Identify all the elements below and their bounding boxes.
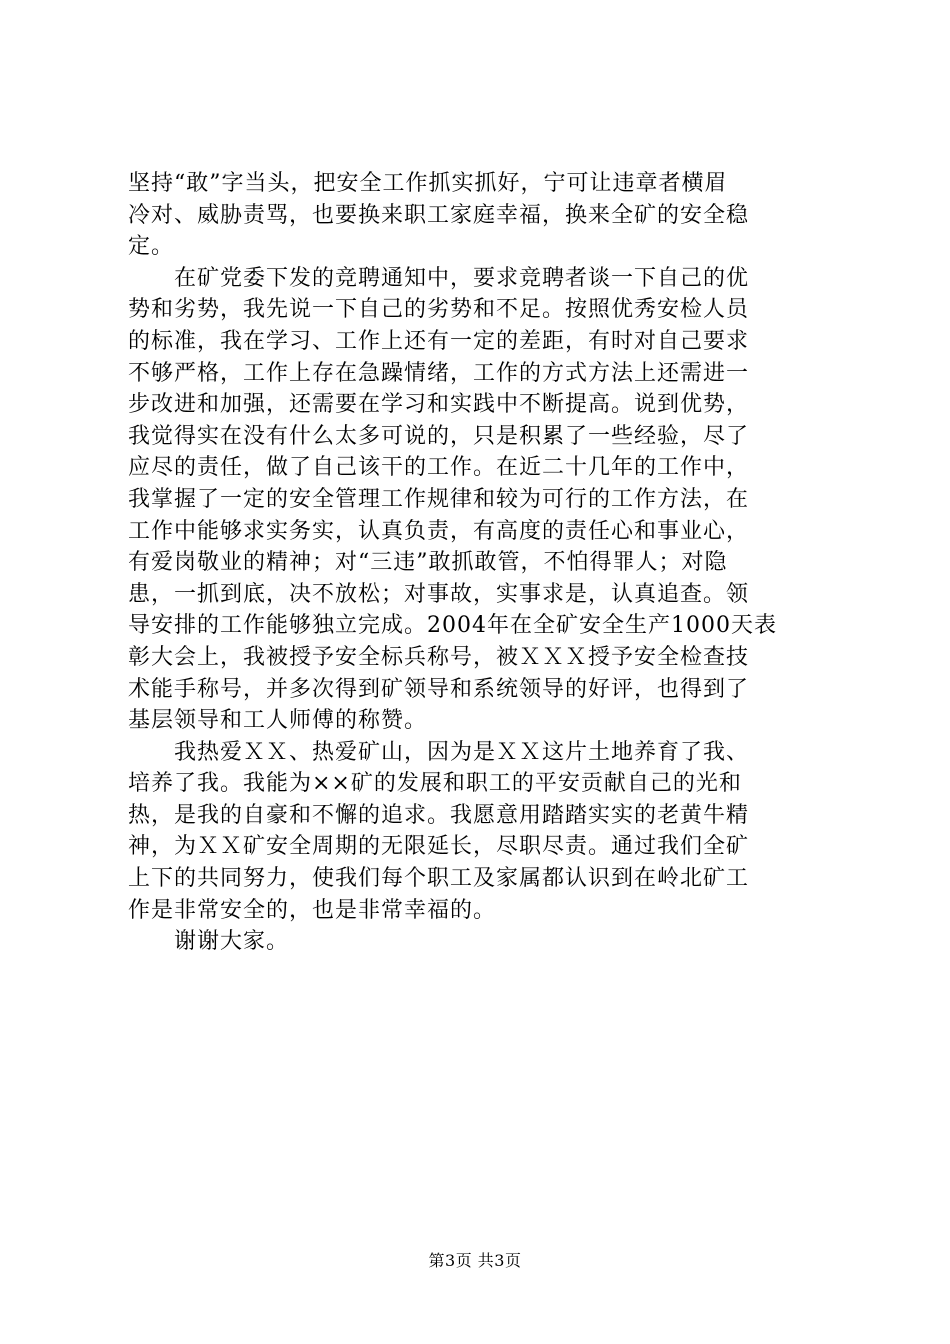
text-line: 势和劣势，我先说一下自己的劣势和不足。按照优秀安检人员 xyxy=(128,297,750,323)
document-body xyxy=(128,168,828,958)
text-line: 我掌握了一定的安全管理工作规律和较为可行的工作方法，在 xyxy=(128,486,750,512)
text-line: 基层领导和工人师傅的称赞。 xyxy=(128,708,428,734)
text-line: 应尽的责任，做了自己该干的工作。在近二十几年的工作中， xyxy=(128,455,750,481)
text-line: 冷对、威胁责骂，也要换来职工家庭幸福，换来全矿的安全稳 xyxy=(128,202,750,228)
page-footer: 第3页 共3页 xyxy=(428,1251,522,1270)
text-line: 术能手称号，并多次得到矿领导和系统领导的好评，也得到了 xyxy=(128,676,750,702)
text-line: 我热爱ＸＸ、热爱矿山，因为是ＸＸ这片土地养育了我、 xyxy=(128,739,750,765)
paragraph-4 xyxy=(128,926,828,958)
text-line: 在矿党委下发的竞聘通知中，要求竞聘者谈一下自己的优 xyxy=(128,265,750,291)
text-line: 坚持“敢”字当头，把安全工作抓实抓好，宁可让违章者横眉 xyxy=(128,171,728,196)
text-line: 彰大会上，我被授予安全标兵称号，被ＸＸＸ授予安全检查技 xyxy=(128,644,750,670)
text-line: 热，是我的自豪和不懈的追求。我愿意用踏踏实实的老黄牛精 xyxy=(128,802,750,828)
text-line: 谢谢大家。 xyxy=(128,929,290,955)
text-line: 神，为ＸＸ矿安全周期的无限延长，尽职尽责。通过我们全矿 xyxy=(128,834,750,860)
text-line: 导安排的工作能够独立完成。2004年在全矿安全生产1000天表 xyxy=(128,613,777,639)
paragraph-2 xyxy=(128,263,828,737)
text-line: 不够严格，工作上存在急躁情绪，工作的方式方法上还需进一 xyxy=(128,360,750,386)
text-line: 的标准，我在学习、工作上还有一定的差距，有时对自己要求 xyxy=(128,328,750,354)
text-line: 我觉得实在没有什么太多可说的，只是积累了一些经验，尽了 xyxy=(128,423,750,449)
text-line: 步改进和加强，还需要在学习和实践中不断提高。说到优势， xyxy=(128,392,750,418)
text-line: 有爱岗敬业的精神；对“三违”敢抓敢管，不怕得罪人；对隐 xyxy=(128,550,728,576)
text-line: 作是非常安全的，也是非常幸福的。 xyxy=(128,897,497,923)
text-line: 患，一抓到底，决不放松；对事故，实事求是，认真追查。领 xyxy=(128,581,750,607)
text-line: 工作中能够求实务实，认真负责，有高度的责任心和事业心， xyxy=(128,518,750,544)
paragraph-1 xyxy=(128,168,828,263)
paragraph-3 xyxy=(128,737,828,927)
text-line: 定。 xyxy=(128,234,175,260)
text-line: 上下的共同努力，使我们每个职工及家属都认识到在岭北矿工 xyxy=(128,866,750,892)
text-line: 培养了我。我能为××矿的发展和职工的平安贡献自己的光和 xyxy=(128,771,742,797)
